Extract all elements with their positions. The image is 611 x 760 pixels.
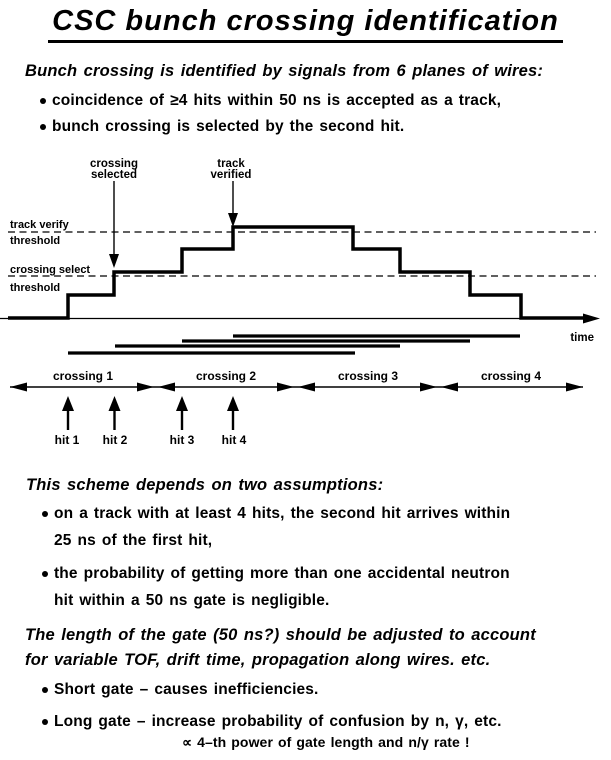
gate-heading-line1: The length of the gate (50 ns?) should be adjusted to account <box>25 626 536 644</box>
track-verified-label: track <box>217 158 245 170</box>
arrow-right-icon <box>277 383 294 392</box>
arrow-up-icon <box>176 396 188 411</box>
crossing-select-threshold-label: threshold <box>10 282 61 294</box>
hit-label: hit 2 <box>102 433 128 447</box>
arrow-right-icon <box>566 383 583 392</box>
crossing-selected-label: selected <box>90 169 138 181</box>
crossing-label: crossing 4 <box>480 369 542 383</box>
arrow-left-icon <box>158 383 175 392</box>
gate-bullet-long-text: Long gate – increase probability of confusion by n, γ, etc. <box>54 713 502 730</box>
bullet-icon <box>42 719 48 725</box>
track-verified-arrow <box>228 181 238 227</box>
bullet-icon <box>40 98 46 104</box>
signal-staircase <box>8 227 588 318</box>
assumption-bullet-1-line1: on a track with at least 4 hits, the second hit arrives within <box>54 505 511 522</box>
crossing-label: crossing 3 <box>337 369 399 383</box>
intro-bullet-1 <box>40 92 501 110</box>
gate-note: ∝ 4–th power of gate length and n/γ rate ! <box>182 734 470 750</box>
track-verified-label: verified <box>210 169 252 181</box>
arrow-left-icon <box>10 383 27 392</box>
crossing-selected-arrow <box>109 181 119 268</box>
page-title <box>0 5 611 43</box>
gate-bullet-long <box>42 713 502 731</box>
assumption-bullet-2-line2: hit within a 50 ns gate is negligible. <box>54 592 330 609</box>
track-verify-threshold-label: threshold <box>10 235 61 247</box>
intro-heading: Bunch crossing is identified by signals from 6 planes of wires: <box>25 62 544 80</box>
bullet-icon <box>42 571 48 577</box>
intro-bullet-2 <box>40 118 404 136</box>
crossing-label: crossing 1 <box>52 369 114 383</box>
crossing-label: crossing 2 <box>195 369 257 383</box>
hit-label: hit 1 <box>54 433 80 447</box>
assumption-bullet-2-line1: the probability of getting more than one accidental neutron <box>54 565 510 582</box>
crossing-axis <box>10 383 583 392</box>
page-title-text: CSC bunch crossing identification <box>48 5 563 43</box>
arrow-left-icon <box>298 383 315 392</box>
gate-bullet-short <box>42 681 319 699</box>
assumptions-heading: This scheme depends on two assumptions: <box>26 476 384 494</box>
assumption-bullet-1-line2: 25 ns of the first hit, <box>54 532 213 549</box>
arrow-left-icon <box>441 383 458 392</box>
bullet-icon <box>42 687 48 693</box>
gate-heading-line2: for variable TOF, drift time, propagation along wires. etc. <box>25 651 491 669</box>
hit-label: hit 4 <box>221 433 247 447</box>
assumption-bullet-1 <box>42 505 510 523</box>
arrow-up-icon <box>227 396 239 411</box>
time-axis-label: time <box>570 332 594 344</box>
assumption-bullet-2 <box>42 565 510 583</box>
bullet-icon <box>42 511 48 517</box>
gate-bars <box>68 336 520 353</box>
arrow-right-icon <box>137 383 154 392</box>
track-verify-threshold-label: track verify <box>10 219 69 231</box>
intro-bullet-2-text: bunch crossing is selected by the second hit. <box>52 118 405 135</box>
bullet-icon <box>40 124 46 130</box>
hit-arrows <box>62 396 239 430</box>
gate-bullet-short-text: Short gate – causes inefficiencies. <box>54 681 319 698</box>
hit-label: hit 3 <box>169 433 195 447</box>
intro-bullet-1-text: coincidence of ≥4 hits within 50 ns is accepted as a track, <box>52 92 502 109</box>
arrow-up-icon <box>62 396 74 411</box>
arrow-up-icon <box>109 396 121 411</box>
crossing-select-threshold-label: crossing select <box>10 264 91 276</box>
crossing-selected-label: crossing <box>90 158 138 170</box>
arrow-right-icon <box>420 383 437 392</box>
timing-diagram <box>0 150 611 460</box>
time-axis-arrow-icon <box>583 314 600 324</box>
